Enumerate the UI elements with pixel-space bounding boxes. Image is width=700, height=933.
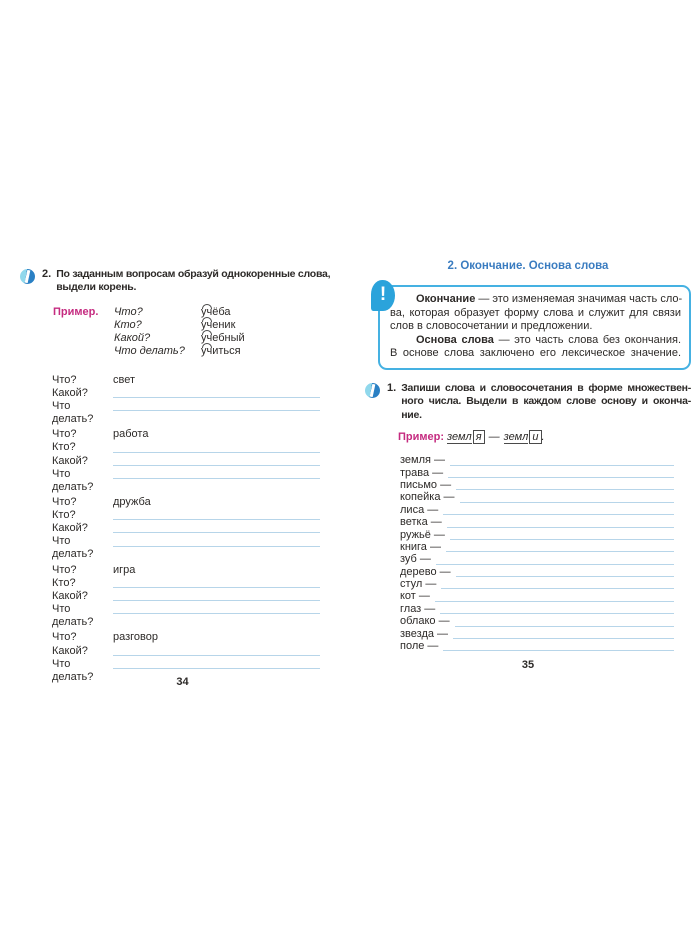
answer-line xyxy=(448,477,674,478)
question-row xyxy=(52,441,320,454)
question-label: Какой? xyxy=(52,644,88,657)
example-question: Что? xyxy=(114,305,143,318)
answer-line xyxy=(113,655,320,656)
given-word: дружба xyxy=(113,495,151,508)
rule-term: Основа слова xyxy=(416,333,494,346)
given-word: разговор xyxy=(113,631,158,644)
root-arc-mark: уч xyxy=(201,305,213,318)
answer-line xyxy=(113,546,320,547)
word-row xyxy=(400,541,674,553)
section-header: 2. Окончание. Основа слова xyxy=(447,260,609,272)
word-prompt: книга — xyxy=(400,540,441,553)
word-row xyxy=(400,578,674,590)
word-row xyxy=(400,479,674,491)
word-prompt: трава — xyxy=(400,466,444,479)
question-label: Кто? xyxy=(52,576,76,589)
example-answer: учебный xyxy=(201,332,245,345)
answer-line xyxy=(443,650,674,651)
word-row xyxy=(400,590,674,602)
question-row xyxy=(52,467,320,493)
question-label: Какой? xyxy=(52,522,88,535)
answer-line xyxy=(450,465,674,466)
question-label: Какой? xyxy=(52,386,88,399)
exercise-number: 2. xyxy=(42,268,52,280)
example-block xyxy=(53,306,345,359)
word-row xyxy=(400,491,674,503)
word-row xyxy=(400,566,674,578)
word-prompt: ветка — xyxy=(400,516,442,529)
word-row xyxy=(400,516,674,528)
word-row xyxy=(400,454,674,466)
answer-line xyxy=(113,465,320,466)
example-row xyxy=(114,345,345,358)
answer-line xyxy=(113,600,320,601)
question-row xyxy=(52,509,320,522)
word-row xyxy=(400,553,674,565)
root-arc-mark: уч xyxy=(201,345,213,358)
exercise-2-header xyxy=(20,268,345,295)
answer-line xyxy=(443,514,674,515)
question-label: Кто? xyxy=(52,441,76,454)
answer-line xyxy=(113,397,320,398)
word-row xyxy=(400,603,674,615)
word-stem: земл xyxy=(447,431,472,444)
word-prompt: стул — xyxy=(400,578,437,591)
question-row xyxy=(52,399,320,425)
question-label: Что делать? xyxy=(52,603,94,629)
question-label: Что делать? xyxy=(52,467,94,493)
answer-line xyxy=(113,613,320,614)
word-row xyxy=(400,628,674,640)
rule-text-line: Окончание — это изменяемая значимая часть сло- xyxy=(416,293,683,305)
word-row xyxy=(400,529,674,541)
word-list xyxy=(400,454,674,652)
answer-line xyxy=(446,551,674,552)
title-line: Запиши слова и словосочетания в форме множествен- xyxy=(401,381,691,394)
answer-line xyxy=(113,587,320,588)
question-label: Что? xyxy=(52,563,77,576)
rule-info-box xyxy=(378,285,691,370)
question-row xyxy=(52,387,320,400)
rule-text-line: В основе слова заключено его лексическое значение. xyxy=(390,347,681,360)
rule-text xyxy=(390,293,681,361)
question-row xyxy=(52,564,320,577)
answer-line xyxy=(447,527,674,528)
example-label: Пример: xyxy=(398,431,445,444)
page-number-left: 34 xyxy=(176,675,189,688)
example-row xyxy=(114,319,345,332)
word-row xyxy=(400,504,674,516)
word-prompt: кот — xyxy=(400,590,430,603)
question-row xyxy=(52,603,320,629)
word-row xyxy=(400,615,674,627)
answer-line xyxy=(441,588,674,589)
period: . xyxy=(541,431,545,444)
example-answer: учёба xyxy=(201,305,231,318)
exercise-title xyxy=(401,382,691,422)
example-row xyxy=(114,332,345,345)
example-question: Что делать? xyxy=(114,345,185,358)
answer-line xyxy=(113,478,320,479)
answer-line xyxy=(456,576,674,577)
answer-line xyxy=(456,489,674,490)
question-row xyxy=(52,577,320,590)
answer-line xyxy=(113,410,320,411)
title-line: ние. xyxy=(401,408,422,421)
question-label: Что делать? xyxy=(52,657,94,683)
root-arc-mark: уч xyxy=(201,319,213,331)
example-question: Кто? xyxy=(114,319,142,331)
question-label: Что? xyxy=(52,428,77,441)
answer-line xyxy=(113,532,320,533)
answer-line xyxy=(436,564,674,565)
answer-line xyxy=(113,668,320,669)
question-label: Что? xyxy=(52,495,77,508)
example-label: Пример. xyxy=(53,305,99,318)
question-label: Что? xyxy=(52,373,77,386)
example-answer: учиться xyxy=(201,345,241,358)
word-prompt: поле — xyxy=(400,640,439,653)
question-label: Что делать? xyxy=(52,399,94,425)
answer-line xyxy=(113,519,320,520)
ending-box: и xyxy=(529,430,541,444)
answer-line xyxy=(460,502,674,503)
word-prompt: ружьё — xyxy=(400,528,445,541)
answer-line xyxy=(440,613,674,614)
question-label: Что? xyxy=(52,631,77,644)
page-number-right: 35 xyxy=(521,659,535,672)
example-word-pair xyxy=(447,431,545,443)
word-prompt: лиса — xyxy=(400,503,439,516)
question-row xyxy=(52,522,320,535)
word-prompt: звезда — xyxy=(400,627,449,640)
pencil-exercise-icon xyxy=(365,383,380,398)
question-label: Какой? xyxy=(52,590,88,602)
page-left xyxy=(20,268,345,689)
exercise-title xyxy=(56,268,345,295)
given-word: свет xyxy=(113,373,136,386)
page-right xyxy=(365,260,691,672)
given-word: игра xyxy=(113,563,136,576)
example-line xyxy=(398,431,691,444)
exercise-1-header xyxy=(365,382,691,422)
title-line: ного числа. Выдели в каждом слове основу и оконча- xyxy=(401,395,691,408)
word-prompt: копейка — xyxy=(400,491,455,504)
question-row xyxy=(52,496,320,509)
question-row xyxy=(52,590,320,603)
dash: — xyxy=(488,431,500,444)
exercise-1 xyxy=(365,382,691,652)
question-block xyxy=(52,428,320,493)
question-label: Какой? xyxy=(52,454,88,467)
word-prompt: глаз — xyxy=(400,602,436,615)
question-label: Что делать? xyxy=(52,535,94,561)
example-row xyxy=(114,306,345,319)
given-word: работа xyxy=(113,428,149,441)
answer-line xyxy=(450,539,674,540)
title-line: выдели корень. xyxy=(56,281,137,294)
word-stem: земл xyxy=(503,431,529,444)
answer-line xyxy=(453,638,674,639)
exercise-number: 1. xyxy=(387,381,397,394)
root-arc-mark: уч xyxy=(201,332,213,345)
answer-line xyxy=(435,601,674,602)
question-row xyxy=(52,428,320,441)
question-row xyxy=(52,631,320,644)
question-block xyxy=(52,495,320,561)
question-label: Кто? xyxy=(52,509,76,522)
word-prompt: дерево — xyxy=(400,565,451,578)
question-row xyxy=(52,535,320,561)
question-row xyxy=(52,374,320,387)
question-block xyxy=(52,373,320,425)
answer-line xyxy=(113,452,320,453)
word-row xyxy=(400,467,674,479)
ending-box: я xyxy=(473,430,485,444)
word-prompt: земля — xyxy=(400,454,446,467)
word-prompt: письмо — xyxy=(400,478,452,491)
word-prompt: облако — xyxy=(400,615,450,628)
rule-text-line: Основа слова — это часть слова без окончания. xyxy=(416,333,681,346)
word-row xyxy=(400,640,674,652)
title-line: По заданным вопросам образуй однокоренные слова, xyxy=(56,268,331,280)
rule-term: Окончание xyxy=(416,293,476,305)
question-block xyxy=(52,563,320,629)
question-row xyxy=(52,455,320,468)
example-answer: ученик xyxy=(201,319,236,331)
word-prompt: зуб — xyxy=(400,553,431,566)
example-rows xyxy=(114,306,345,359)
answer-line xyxy=(455,626,674,627)
question-row xyxy=(52,645,320,658)
exclamation-icon: ! xyxy=(371,280,395,311)
rule-text-line: слов в словосочетании и предложении. xyxy=(390,320,593,333)
example-question: Какой? xyxy=(114,332,151,345)
rule-text-line: ва, которая образует форму слова и служит для связи xyxy=(390,306,681,319)
pencil-exercise-icon xyxy=(20,269,35,284)
